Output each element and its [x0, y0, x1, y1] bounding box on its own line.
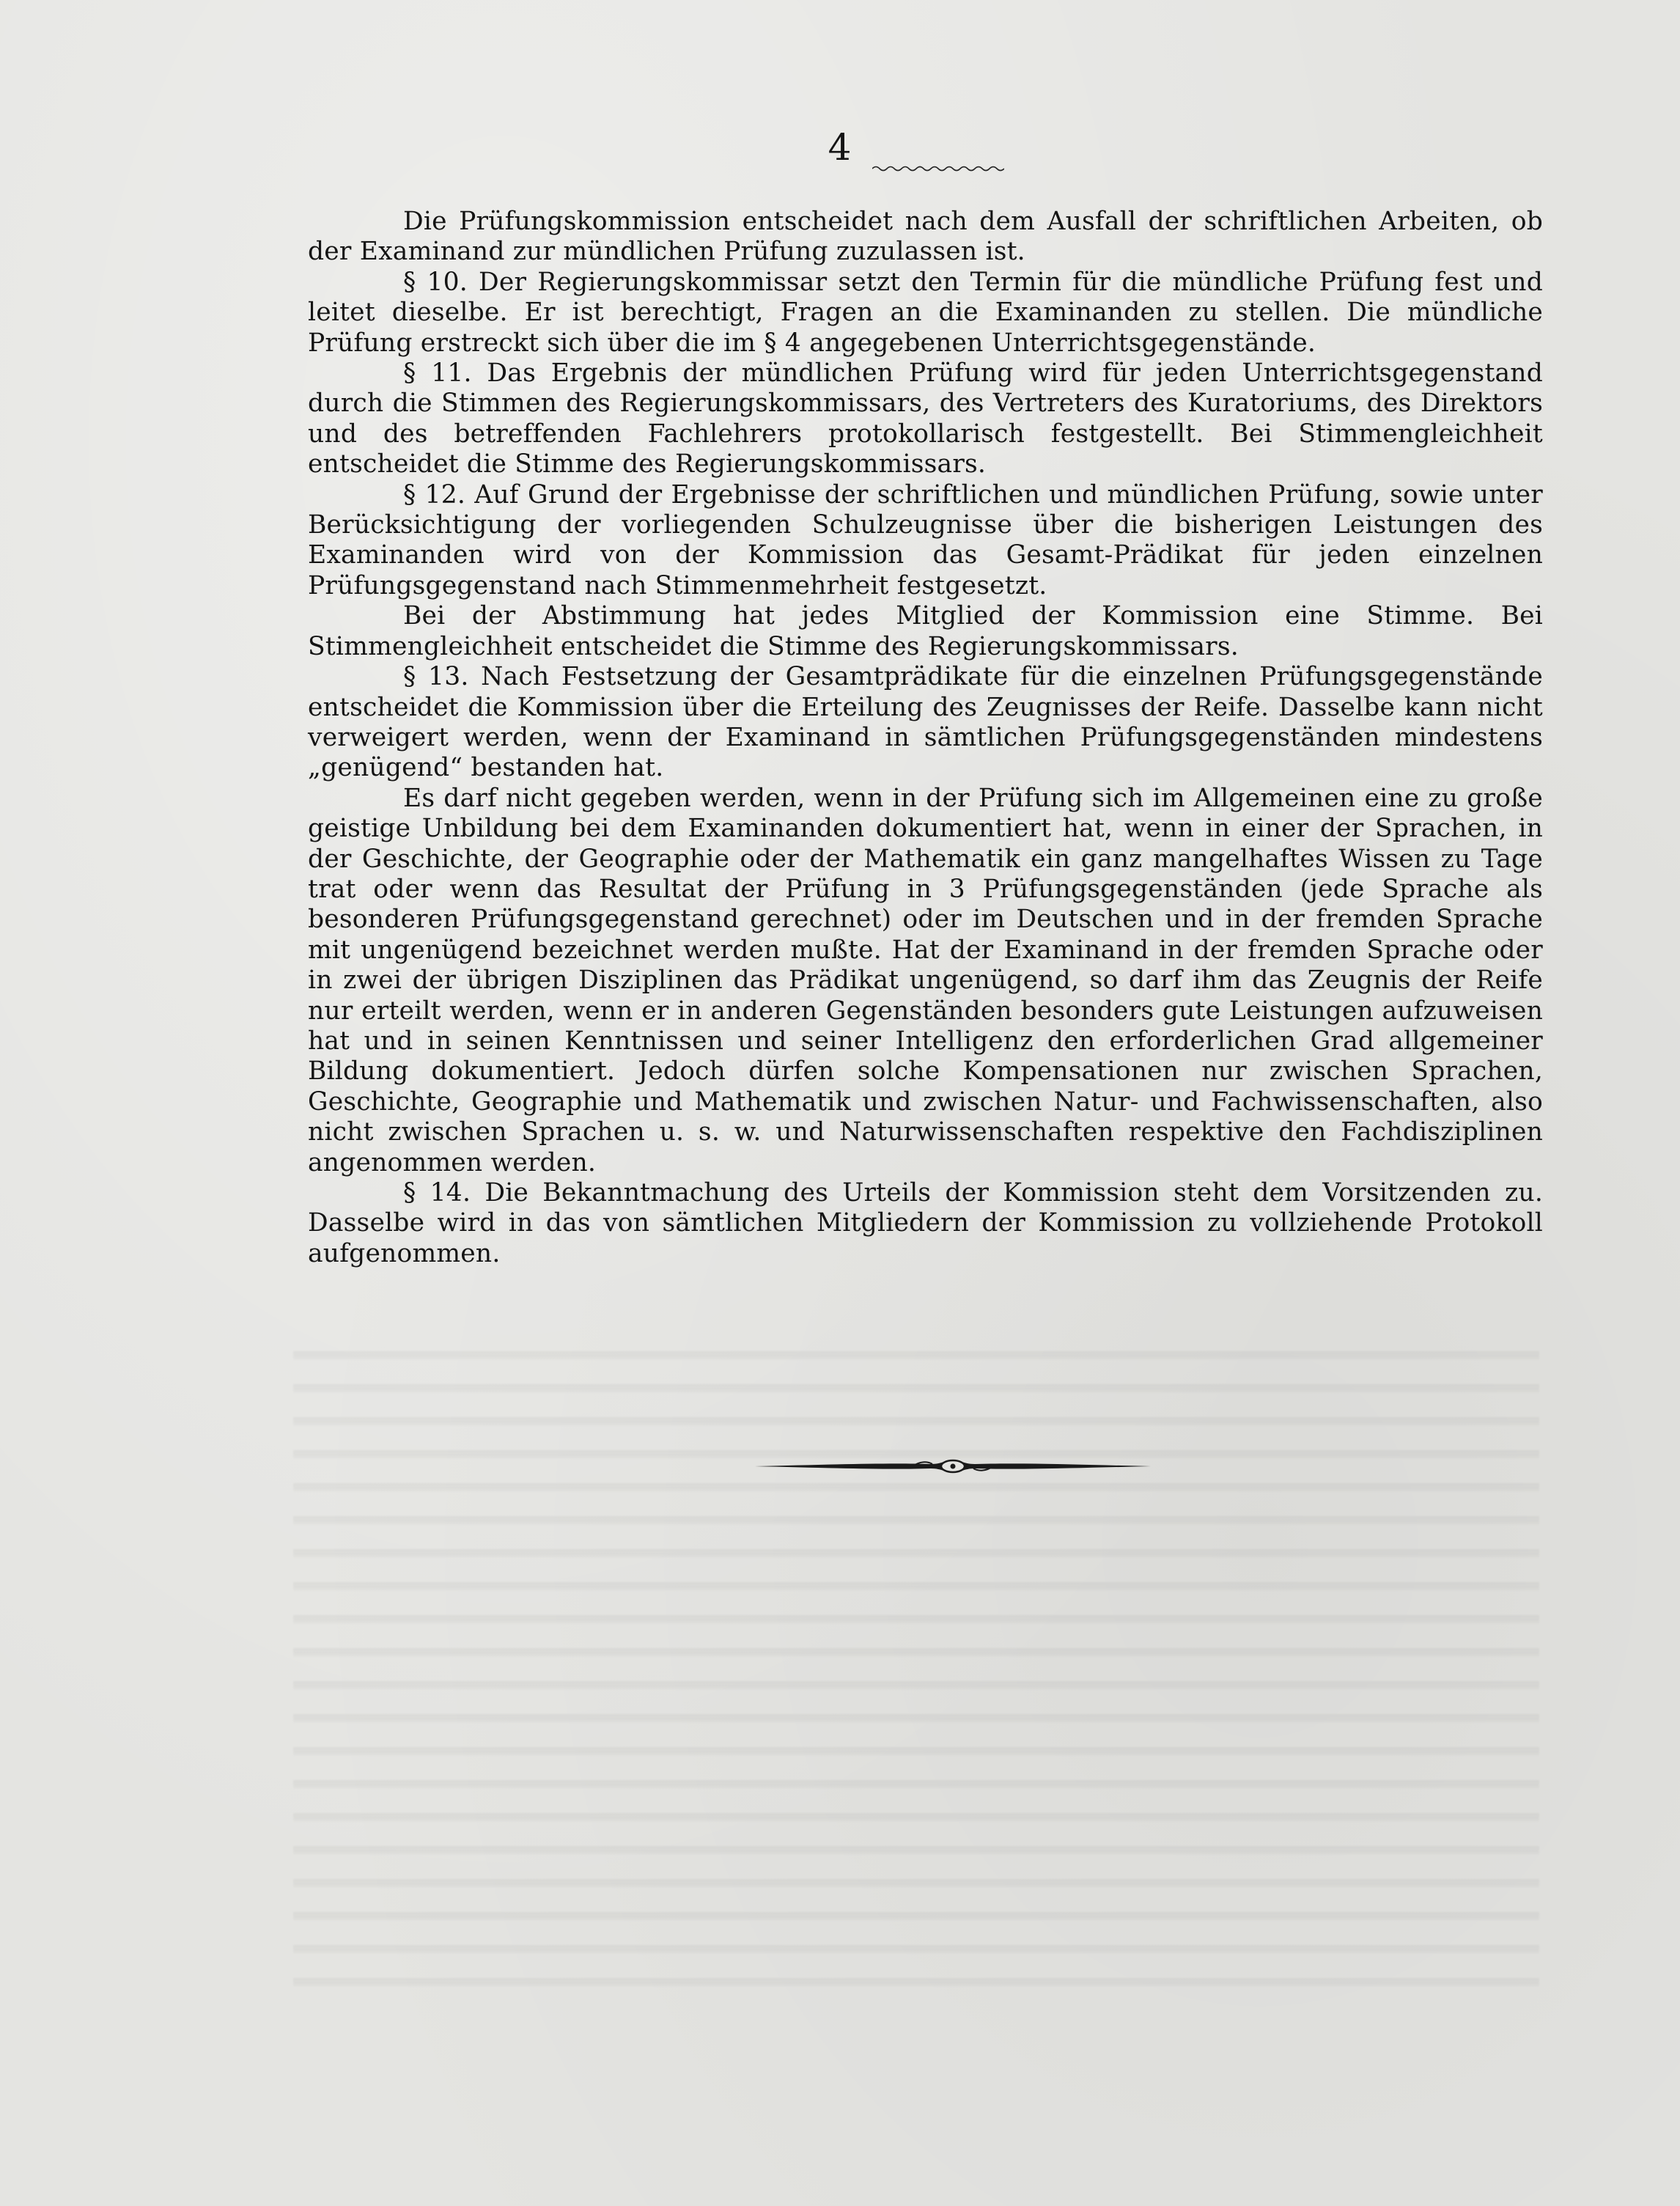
body-text: [308, 207, 1543, 1269]
paragraph-section-13: § 13. Nach Festsetzung der Gesamtprädikate für die einzelnen Prüfungsgegenstände entscheidet die Kommission über die Erteilung des Zeugnisses der Reife. Dasselbe kann nicht verweigert werden, wenn der Examinand in sämtlichen Prüfungsgegenständen mindestens „genügend“ bestanden hat.: [308, 662, 1543, 783]
paragraph-section-12: § 12. Auf Grund der Ergebnisse der schriftlichen und mündlichen Prüfung, sowie unter Berücksichtigung der vorliegenden Schulzeugnisse über die bisherigen Leistungen des Examinanden wird von der Kommission das Gesamt-Prädikat für jeden einzelnen Prüfungsgegenstand nach Stimmenmehrheit festgesetzt.: [308, 479, 1543, 600]
header-wavy-rule: [872, 163, 1004, 174]
page-number: 4: [828, 126, 852, 169]
closing-ornament: [755, 1454, 1151, 1479]
paragraph-intro: Die Prüfungskommission entscheidet nach dem Ausfall der schriftlichen Arbeiten, ob der Examinand zur mündlichen Prüfung zuzulassen ist.: [308, 207, 1543, 267]
reverse-side-bleed-through: [293, 1334, 1539, 1994]
paragraph-section-14: § 14. Die Bekanntmachung des Urteils der Kommission steht dem Vorsitzenden zu. Dasselbe wird in das von sämtlichen Mitgliedern der Kommission zu vollziehende Protokoll aufgenommen.: [308, 1178, 1543, 1268]
paragraph-section-12-voting: Bei der Abstimmung hat jedes Mitglied der Kommission eine Stimme. Bei Stimmengleichheit entscheidet die Stimme des Regierungskommissars.: [308, 601, 1543, 661]
paragraph-section-13-denial: Es darf nicht gegeben werden, wenn in der Prüfung sich im Allgemeinen eine zu große geistige Unbildung bei dem Examinanden dokumentiert hat, wenn in einer der Sprachen, in der Geschichte, der Geographie oder der Mathematik ein ganz mangelhaftes Wissen zu Tage trat oder wenn das Resultat der Prüfung in 3 Prüfungsgegenständen (jede Sprache als besonderen Prüfungsgegenstand gerechnet) oder im Deutschen und in der fremden Sprache mit ungenügend bezeichnet werden mußte. Hat der Examinand in der fremden Sprache oder in zwei der übrigen Disziplinen das Prädikat ungenügend, so darf ihm das Zeugnis der Reife nur erteilt werden, wenn er in anderen Gegenständen besonders gute Leistungen aufzuweisen hat und in seinen Kenntnissen und seiner Intelligenz den erforderlichen Grad allgemeiner Bildung dokumentiert. Jedoch dürfen solche Kompensationen nur zwischen Sprachen, Geschichte, Geographie und Mathematik und zwischen Natur- und Fachwissenschaften, also nicht zwischen Sprachen u. s. w. und Naturwissenschaften respektive den Fachdisziplinen angenommen werden.: [308, 783, 1543, 1177]
paragraph-section-10: § 10. Der Regierungskommissar setzt den Termin für die mündliche Prüfung fest und leitet dieselbe. Er ist berechtigt, Fragen an die Examinanden zu stellen. Die mündliche Prüfung erstreckt sich über die im § 4 angegebenen Unterrichtsgegenstände.: [308, 267, 1543, 358]
paragraph-section-11: § 11. Das Ergebnis der mündlichen Prüfung wird für jeden Unterrichtsgegenstand durch die Stimmen des Regierungskommissars, des Vertreters des Kuratoriums, des Direktors und des betreffenden Fachlehrers protokollarisch festgestellt. Bei Stimmengleichheit entscheidet die Stimme des Regierungskommissars.: [308, 359, 1543, 479]
